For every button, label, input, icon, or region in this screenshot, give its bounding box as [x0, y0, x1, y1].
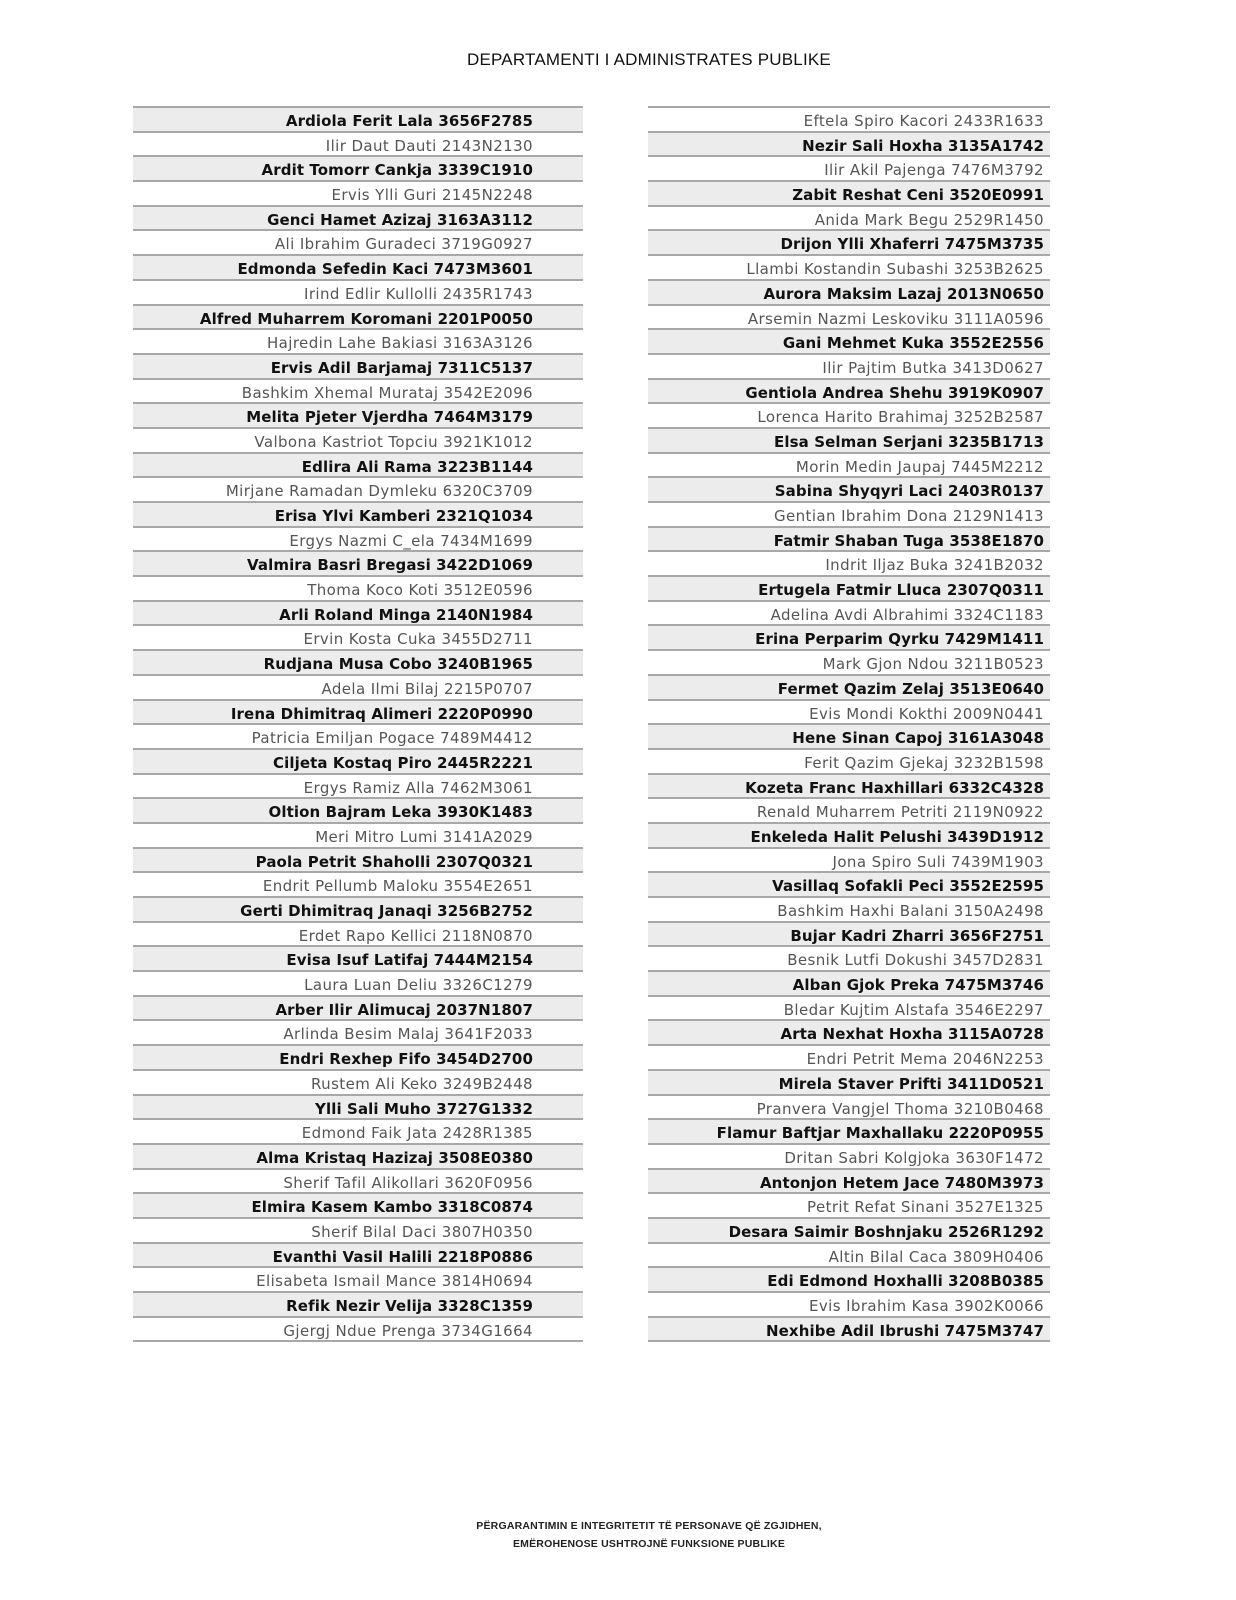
- list-item: Zabit Reshat Ceni 3520E0991: [648, 180, 1050, 205]
- list-item: Petrit Refat Sinani 3527E1325: [648, 1192, 1050, 1217]
- list-item: Erisa Ylvi Kamberi 2321Q1034: [133, 501, 583, 526]
- list-item: Hene Sinan Capoj 3161A3048: [648, 723, 1050, 748]
- list-item: Edlira Ali Rama 3223B1144: [133, 452, 583, 477]
- list-item: Eftela Spiro Kacori 2433R1633: [648, 106, 1050, 131]
- list-item: Llambi Kostandin Subashi 3253B2625: [648, 254, 1050, 279]
- list-item: Jona Spiro Suli 7439M1903: [648, 847, 1050, 872]
- list-item: Renald Muharrem Petriti 2119N0922: [648, 797, 1050, 822]
- list-item: Nexhibe Adil Ibrushi 7475M3747: [648, 1316, 1050, 1341]
- list-item: Ertugela Fatmir Lluca 2307Q0311: [648, 575, 1050, 600]
- list-item: Thoma Koco Koti 3512E0596: [133, 575, 583, 600]
- list-item: Sherif Tafil Alikollari 3620F0956: [133, 1168, 583, 1193]
- list-item: Sabina Shyqyri Laci 2403R0137: [648, 476, 1050, 501]
- list-item: Morin Medin Jaupaj 7445M2212: [648, 452, 1050, 477]
- list-item: Evis Ibrahim Kasa 3902K0066: [648, 1291, 1050, 1316]
- list-item: Erina Perparim Qyrku 7429M1411: [648, 624, 1050, 649]
- list-item: Erdet Rapo Kellici 2118N0870: [133, 921, 583, 946]
- list-item: Ervis Adil Barjamaj 7311C5137: [133, 353, 583, 378]
- list-item: Irena Dhimitraq Alimeri 2220P0990: [133, 699, 583, 724]
- list-item: Irind Edlir Kullolli 2435R1743: [133, 279, 583, 304]
- list-item: Alma Kristaq Hazizaj 3508E0380: [133, 1143, 583, 1168]
- list-item: Endri Petrit Mema 2046N2253: [648, 1044, 1050, 1069]
- list-item: Melita Pjeter Vjerdha 7464M3179: [133, 402, 583, 427]
- list-item: Ardiola Ferit Lala 3656F2785: [133, 106, 583, 131]
- list-item: Vasillaq Sofakli Peci 3552E2595: [648, 871, 1050, 896]
- list-item: Endrit Pellumb Maloku 3554E2651: [133, 871, 583, 896]
- list-item: Bujar Kadri Zharri 3656F2751: [648, 921, 1050, 946]
- list-item: Bashkim Xhemal Murataj 3542E2096: [133, 378, 583, 403]
- list-item: Besnik Lutfi Dokushi 3457D2831: [648, 945, 1050, 970]
- list-item: Ervis Ylli Guri 2145N2248: [133, 180, 583, 205]
- list-item: Edmond Faik Jata 2428R1385: [133, 1118, 583, 1143]
- list-item: Valbona Kastriot Topciu 3921K1012: [133, 427, 583, 452]
- list-item: Elsa Selman Serjani 3235B1713: [648, 427, 1050, 452]
- list-item: Arta Nexhat Hoxha 3115A0728: [648, 1019, 1050, 1044]
- list-item: Gentian Ibrahim Dona 2129N1413: [648, 501, 1050, 526]
- list-item: Kozeta Franc Haxhillari 6332C4328: [648, 773, 1050, 798]
- list-item: Evis Mondi Kokthi 2009N0441: [648, 699, 1050, 724]
- list-item: Elisabeta Ismail Mance 3814H0694: [133, 1266, 583, 1291]
- list-item: Meri Mitro Lumi 3141A2029: [133, 822, 583, 847]
- list-item: Ervin Kosta Cuka 3455D2711: [133, 624, 583, 649]
- list-item: Adelina Avdi Albrahimi 3324C1183: [648, 600, 1050, 625]
- list-item: Ardit Tomorr Cankja 3339C1910: [133, 155, 583, 180]
- list-item: Mirela Staver Prifti 3411D0521: [648, 1069, 1050, 1094]
- list-item: Mirjane Ramadan Dymleku 6320C3709: [133, 476, 583, 501]
- list-item: Elmira Kasem Kambo 3318C0874: [133, 1192, 583, 1217]
- list-item: Bledar Kujtim Alstafa 3546E2297: [648, 995, 1050, 1020]
- list-item: Alban Gjok Preka 7475M3746: [648, 970, 1050, 995]
- list-item: Aurora Maksim Lazaj 2013N0650: [648, 279, 1050, 304]
- list-item: Ilir Akil Pajenga 7476M3792: [648, 155, 1050, 180]
- list-item: Genci Hamet Azizaj 3163A3112: [133, 205, 583, 230]
- list-item: Arlinda Besim Malaj 3641F2033: [133, 1019, 583, 1044]
- footer-line-2: EMËROHENOSE USHTROJNË FUNKSIONE PUBLIKE: [512, 1538, 786, 1550]
- list-item: Ergys Nazmi C_ela 7434M1699: [133, 526, 583, 551]
- list-item: Alfred Muharrem Koromani 2201P0050: [133, 304, 583, 329]
- list-item: Ilir Pajtim Butka 3413D0627: [648, 353, 1050, 378]
- list-item: Oltion Bajram Leka 3930K1483: [133, 797, 583, 822]
- right-name-list: [648, 106, 1050, 1342]
- list-item: Desara Saimir Boshnjaku 2526R1292: [648, 1217, 1050, 1242]
- list-item: Ciljeta Kostaq Piro 2445R2221: [133, 748, 583, 773]
- list-item: Refik Nezir Velija 3328C1359: [133, 1291, 583, 1316]
- list-item: Laura Luan Deliu 3326C1279: [133, 970, 583, 995]
- list-item: Gjergj Ndue Prenga 3734G1664: [133, 1316, 583, 1341]
- list-item: Dritan Sabri Kolgjoka 3630F1472: [648, 1143, 1050, 1168]
- list-item: Enkeleda Halit Pelushi 3439D1912: [648, 822, 1050, 847]
- list-item: Ali Ibrahim Guradeci 3719G0927: [133, 229, 583, 254]
- list-item: Rustem Ali Keko 3249B2448: [133, 1069, 583, 1094]
- list-item: Antonjon Hetem Jace 7480M3973: [648, 1168, 1050, 1193]
- list-item: Adela Ilmi Bilaj 2215P0707: [133, 674, 583, 699]
- list-item: Arber Ilir Alimucaj 2037N1807: [133, 995, 583, 1020]
- list-item: Endri Rexhep Fifo 3454D2700: [133, 1044, 583, 1069]
- list-item: Nezir Sali Hoxha 3135A1742: [648, 131, 1050, 156]
- list-item: Hajredin Lahe Bakiasi 3163A3126: [133, 328, 583, 353]
- list-item: Ylli Sali Muho 3727G1332: [133, 1094, 583, 1119]
- list-item: Ergys Ramiz Alla 7462M3061: [133, 773, 583, 798]
- list-item: Arli Roland Minga 2140N1984: [133, 600, 583, 625]
- list-item: Gerti Dhimitraq Janaqi 3256B2752: [133, 896, 583, 921]
- list-item: Sherif Bilal Daci 3807H0350: [133, 1217, 583, 1242]
- list-item: Pranvera Vangjel Thoma 3210B0468: [648, 1094, 1050, 1119]
- list-item: Fatmir Shaban Tuga 3538E1870: [648, 526, 1050, 551]
- list-item: Arsemin Nazmi Leskoviku 3111A0596: [648, 304, 1050, 329]
- list-item: Mark Gjon Ndou 3211B0523: [648, 649, 1050, 674]
- footer-line-1: PËRGARANTIMIN E INTEGRITETIT TË PERSONAVE QË ZGJIDHEN,: [476, 1520, 822, 1532]
- list-item: Evanthi Vasil Halili 2218P0886: [133, 1242, 583, 1267]
- list-item: Edi Edmond Hoxhalli 3208B0385: [648, 1266, 1050, 1291]
- list-item: Fermet Qazim Zelaj 3513E0640: [648, 674, 1050, 699]
- list-item: Bashkim Haxhi Balani 3150A2498: [648, 896, 1050, 921]
- list-item: Ferit Qazim Gjekaj 3232B1598: [648, 748, 1050, 773]
- list-item: Drijon Ylli Xhaferri 7475M3735: [648, 229, 1050, 254]
- list-item: Patricia Emiljan Pogace 7489M4412: [133, 723, 583, 748]
- list-item: Paola Petrit Shaholli 2307Q0321: [133, 847, 583, 872]
- list-item: Flamur Baftjar Maxhallaku 2220P0955: [648, 1118, 1050, 1143]
- list-item: Gani Mehmet Kuka 3552E2556: [648, 328, 1050, 353]
- list-item: Anida Mark Begu 2529R1450: [648, 205, 1050, 230]
- list-item: Indrit Iljaz Buka 3241B2032: [648, 550, 1050, 575]
- list-item: Ilir Daut Dauti 2143N2130: [133, 131, 583, 156]
- list-item: Valmira Basri Bregasi 3422D1069: [133, 550, 583, 575]
- list-item: Lorenca Harito Brahimaj 3252B2587: [648, 402, 1050, 427]
- list-item: Evisa Isuf Latifaj 7444M2154: [133, 945, 583, 970]
- list-item: Gentiola Andrea Shehu 3919K0907: [648, 378, 1050, 403]
- list-item: Rudjana Musa Cobo 3240B1965: [133, 649, 583, 674]
- list-item: Edmonda Sefedin Kaci 7473M3601: [133, 254, 583, 279]
- left-name-list: [133, 106, 583, 1342]
- document-title: DEPARTAMENTI I ADMINISTRATES PUBLIKE: [467, 50, 831, 69]
- list-item: Altin Bilal Caca 3809H0406: [648, 1242, 1050, 1267]
